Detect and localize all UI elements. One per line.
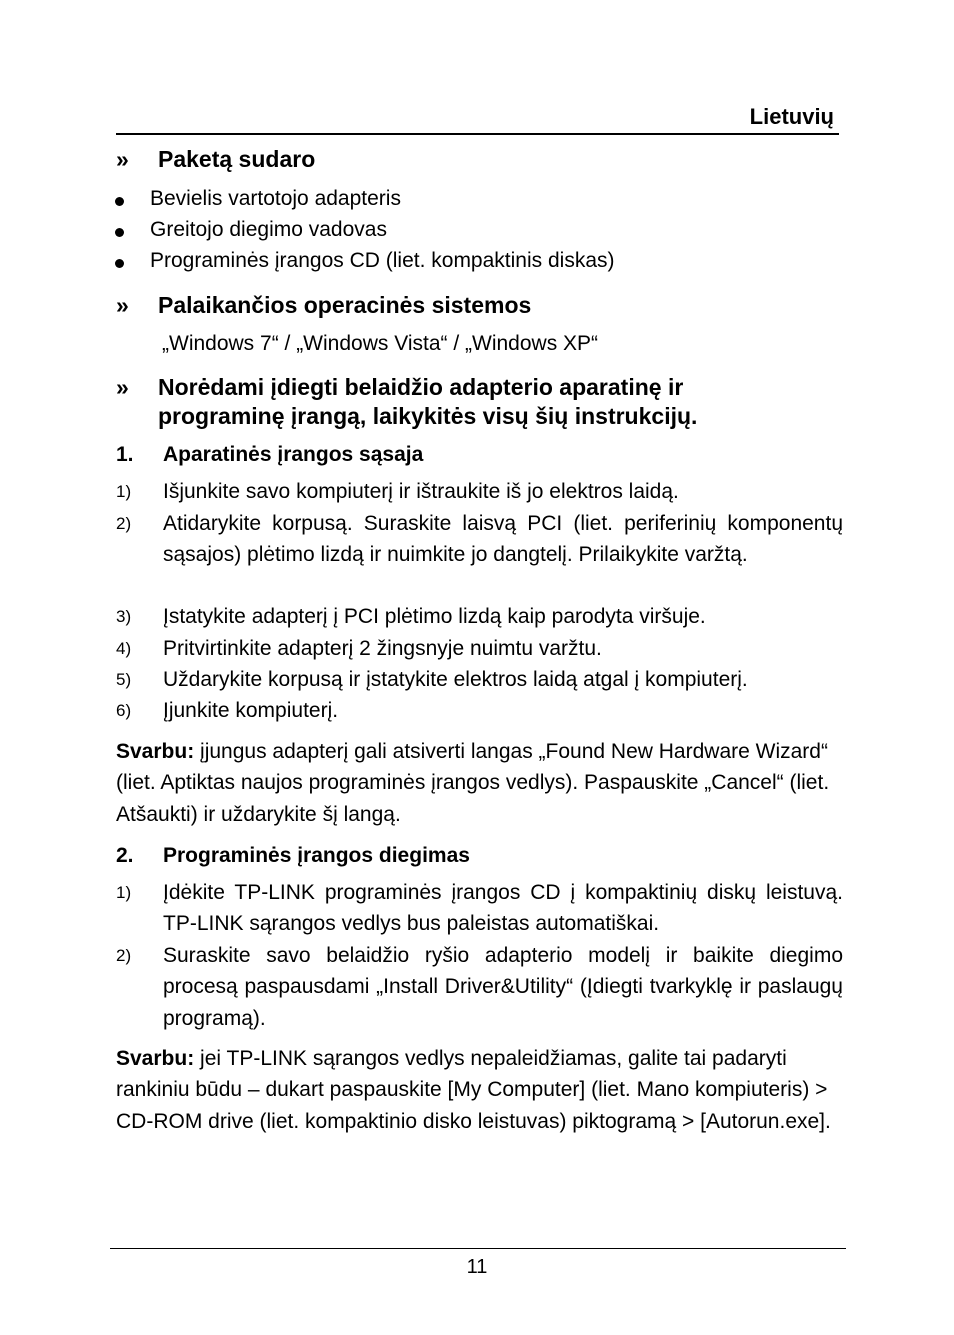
software-heading: 2. Programinės įrangos diegimas bbox=[116, 844, 470, 867]
bullet-icon bbox=[115, 228, 124, 237]
header-rule bbox=[116, 133, 839, 135]
hardware-important-note bbox=[116, 736, 846, 830]
os-list: „Windows 7“ / „Windows Vista“ / „Windows XP“ bbox=[162, 332, 599, 355]
software-important-note bbox=[116, 1043, 846, 1137]
note-label: Svarbu: bbox=[116, 740, 195, 763]
section-marker: » bbox=[116, 146, 129, 172]
hardware-step: 3) Įstatykite adapterį į PCI plėtimo lizdą kaip parodyta viršuje. bbox=[116, 605, 706, 628]
hardware-step: 5) Uždarykite korpusą ir įstatykite elektros laidą atgal į kompiuterį. bbox=[116, 668, 748, 691]
hardware-heading: 1. Aparatinės įrangos sąsaja bbox=[116, 443, 424, 466]
section-title-text: Norėdami įdiegti belaidžio adapterio aparatinę ir programinę įrangą, laikykitės visų šių instrukcijų. bbox=[158, 374, 698, 429]
hardware-step: 6) Įjunkite kompiuterį. bbox=[116, 699, 339, 722]
software-step: 1) Įdėkite TP-LINK programinės įrangos CD į kompaktinių diskų leistuvą. TP-LINK sąrangos vedlys bus paleistas automatiškai. bbox=[116, 881, 843, 936]
list-item: Programinės įrangos CD (liet. kompaktinis diskas) bbox=[115, 245, 815, 276]
os-section-title bbox=[116, 291, 816, 320]
list-item: Greitojo diegimo vadovas bbox=[115, 214, 815, 245]
section-marker: » bbox=[116, 374, 129, 400]
hardware-step: 1) Išjunkite savo kompiuterį ir ištraukite iš jo elektros laidą. bbox=[116, 480, 679, 503]
bullet-icon bbox=[115, 197, 124, 206]
section-title-text: Palaikančios operacinės sistemos bbox=[158, 292, 532, 318]
section-title-text: Paketą sudaro bbox=[158, 146, 316, 172]
note-text: jei TP-LINK sąrangos vedlys nepaleidžiamas, galite tai padaryti rankiniu būdu – dukart paspauskite [My Computer] (liet. Mano kompiuteris) > CD-ROM drive (liet. kompaktinio disko leistuvas) piktogramą > [Autorun.exe]. bbox=[116, 1047, 831, 1133]
software-step: 2) Suraskite savo belaidžio ryšio adapterio modelį ir baikite diegimo procesą paspausdami „Install Driver&Utility“ (Įdiegti tvarkyklę ir paslaugų programą). bbox=[116, 944, 843, 1030]
footer-rule bbox=[110, 1248, 846, 1249]
install-section-title bbox=[116, 373, 816, 431]
page-number: 11 bbox=[466, 1256, 488, 1278]
list-item: Bevielis vartotojo adapteris bbox=[115, 183, 815, 214]
bullet-icon bbox=[115, 259, 124, 268]
note-label: Svarbu: bbox=[116, 1047, 195, 1070]
hardware-step: 4) Pritvirtinkite adapterį 2 žingsnyje nuimtu varžtu. bbox=[116, 637, 602, 660]
note-text: įjungus adapterį gali atsiverti langas „Found New Hardware Wizard“ (liet. Aptiktas naujos programinės įrangos vedlys). Paspauskite „Cancel“ (liet. Atšaukti) ir uždarykite šį langą. bbox=[116, 740, 830, 826]
section-marker: » bbox=[116, 292, 129, 318]
package-section-title bbox=[116, 145, 816, 174]
header-language: Lietuvių bbox=[749, 104, 834, 129]
hardware-step: 2) Atidarykite korpusą. Suraskite laisvą PCI (liet. periferinių komponentų sąsajos) plėtimo lizdą ir nuimkite jo dangtelį. Prilaikykite varžtą. bbox=[116, 512, 843, 567]
